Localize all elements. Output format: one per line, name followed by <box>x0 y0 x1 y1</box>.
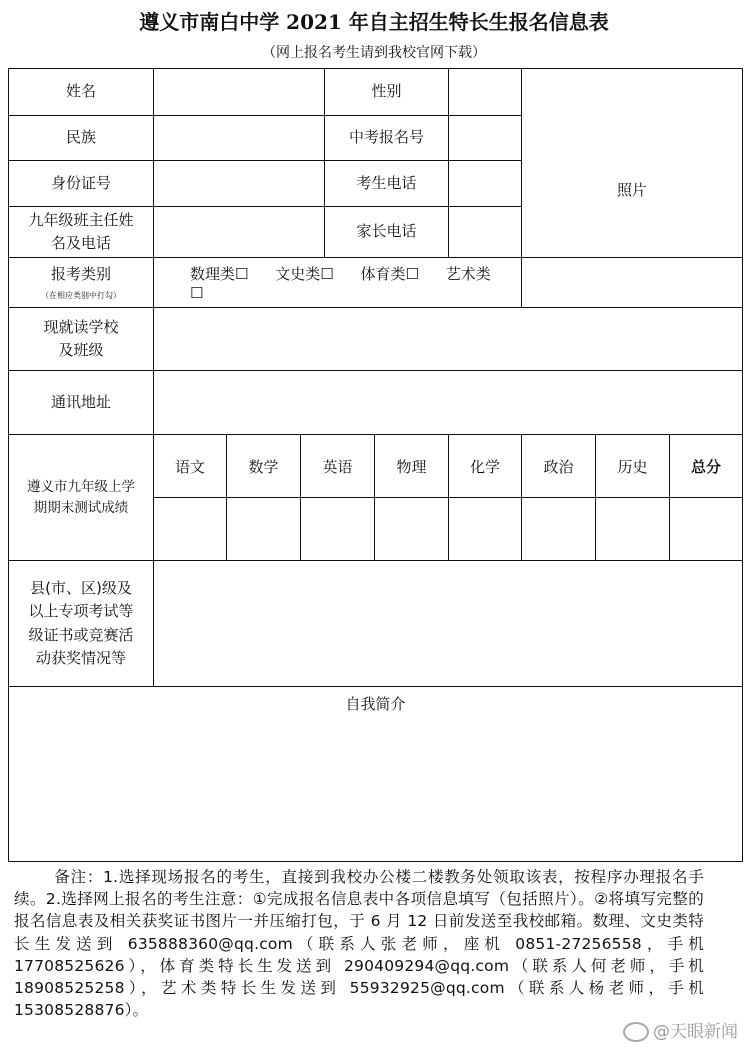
category-label: 报考类别 <box>50 264 111 283</box>
score-chemistry-field[interactable] <box>449 498 522 561</box>
current-school-label-line2: 及班级 <box>58 341 104 359</box>
category-label-cell <box>9 258 154 308</box>
score-total-field[interactable] <box>670 498 743 561</box>
homeroom-teacher-label-line1: 九年级班主任姓 <box>28 210 134 229</box>
gender-label: 性别 <box>325 69 449 116</box>
name-label: 姓名 <box>9 69 154 116</box>
homeroom-teacher-label-line2: 名及电话 <box>50 234 111 252</box>
address-field[interactable] <box>154 371 743 435</box>
exam-registration-field[interactable] <box>449 116 522 161</box>
page-title: 遵义市南白中学 2021 年自主招生特长生报名信息表 <box>139 10 609 34</box>
homeroom-teacher-label <box>9 207 154 258</box>
subject-english: 英语 <box>301 435 375 498</box>
category-option-arts[interactable]: 艺术类☐ <box>190 265 491 302</box>
id-number-field[interactable] <box>154 161 325 207</box>
score-math-field[interactable] <box>227 498 301 561</box>
scores-label <box>9 435 154 561</box>
scores-label-line2: 期期末测试成绩 <box>33 499 129 516</box>
gender-field[interactable] <box>449 69 522 116</box>
score-politics-field[interactable] <box>522 498 596 561</box>
ethnicity-label: 民族 <box>9 116 154 161</box>
photo-box[interactable] <box>522 69 743 258</box>
subject-math: 数学 <box>227 435 301 498</box>
name-field[interactable] <box>154 69 325 116</box>
score-physics-field[interactable] <box>375 498 449 561</box>
photo-label: 照片 <box>617 181 648 199</box>
weibo-logo-icon <box>623 1022 649 1042</box>
score-history-field[interactable] <box>596 498 670 561</box>
category-option-liberal-arts[interactable]: 文史类☐ <box>275 265 334 283</box>
ethnicity-field[interactable] <box>154 116 325 161</box>
student-phone-field[interactable] <box>449 161 522 207</box>
parent-phone-field[interactable] <box>449 207 522 258</box>
subject-politics: 政治 <box>522 435 596 498</box>
awards-label-line3: 级证书或竞赛活 <box>28 625 134 644</box>
watermark <box>623 1017 738 1042</box>
awards-field[interactable] <box>154 561 743 687</box>
awards-label <box>9 561 154 687</box>
page-subtitle: （网上报名考生请到我校官网下载） <box>262 45 486 61</box>
category-option-math-science[interactable]: 数理类☐ <box>190 265 249 283</box>
category-option-sports[interactable]: 体育类☐ <box>360 265 419 283</box>
exam-registration-label: 中考报名号 <box>325 116 449 161</box>
address-label: 通讯地址 <box>9 371 154 435</box>
current-school-label-line1: 现就读学校 <box>43 317 119 336</box>
self-intro-label: 自我简介 <box>345 695 406 713</box>
parent-phone-label: 家长电话 <box>325 207 449 258</box>
subject-physics: 物理 <box>375 435 449 498</box>
awards-label-line4: 动获奖情况等 <box>35 648 126 667</box>
category-right-blank <box>522 258 743 308</box>
self-intro-box[interactable] <box>9 687 743 862</box>
homeroom-teacher-field[interactable] <box>154 207 325 258</box>
subject-history: 历史 <box>596 435 670 498</box>
awards-label-line1: 县(市、区)级及 <box>30 579 132 597</box>
subject-total: 总分 <box>670 435 743 498</box>
student-phone-label: 考生电话 <box>325 161 449 207</box>
awards-label-line2: 以上专项考试等 <box>28 602 134 621</box>
watermark-text: @天眼新闻 <box>653 1022 738 1042</box>
current-school-field[interactable] <box>154 308 743 371</box>
subject-chemistry: 化学 <box>449 435 522 498</box>
score-chinese-field[interactable] <box>154 498 227 561</box>
score-english-field[interactable] <box>301 498 375 561</box>
category-options <box>154 258 522 308</box>
current-school-label <box>9 308 154 371</box>
registration-form-table <box>8 68 743 862</box>
scores-label-line1: 遵义市九年级上学 <box>27 478 135 495</box>
notes <box>14 866 704 1021</box>
category-hint: （在相应类别中打勾） <box>41 290 121 300</box>
id-number-label: 身份证号 <box>9 161 154 207</box>
notes-text: 备注：1.选择现场报名的考生，直接到我校办公楼二楼教务处领取该表，按程序办理报名手续。2.选择网上报名的考生注意：①完成报名信息表中各项信息填写（包括照片）。②将填写完整的报名信息表及相关获奖证书图片一并压缩打包，于 6 月 12 日前发送至我校邮箱。数理、文史类特长生发送到 635888360@qq.com（联系人张老师，座机 0851-27256558，手机 17708525626），体育类特长生发送到 290409294@qq.com（联系人何老师，手机 18908525258），艺术类特长生发送到 55932925@qq.com（联系人杨老师，手机 15308528876）。 <box>14 868 704 1020</box>
subject-chinese: 语文 <box>154 435 227 498</box>
